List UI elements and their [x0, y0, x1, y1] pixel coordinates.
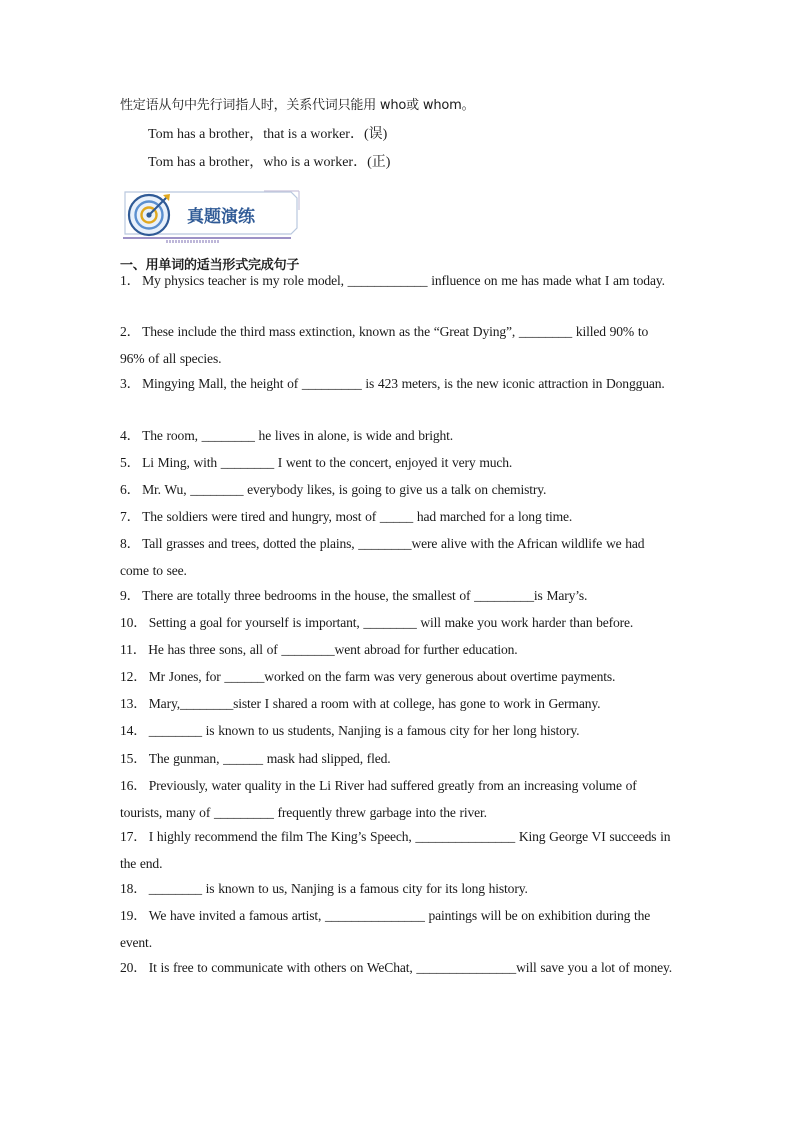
- question-text: My physics teacher is my role model, ____________ influence on me has made what I am today.: [142, 273, 665, 288]
- question-item: [120, 504, 676, 531]
- grammar-rule-text: 性定语从句中先行词指人时，关系代词只能用 who或 whom。: [120, 98, 475, 113]
- question-number: 13．: [120, 696, 147, 711]
- question-item: [120, 531, 676, 584]
- question-text: The gunman, ______ mask had slipped, fled.: [148, 751, 391, 766]
- badge-title: 真题演练: [187, 207, 255, 227]
- question-number: 5．: [120, 455, 141, 470]
- question-item: [120, 664, 676, 691]
- question-number: 3．: [120, 376, 141, 391]
- question-text: We have invited a famous artist, _______________ paintings will be on exhibition during the event.: [120, 908, 651, 950]
- question-number: 15．: [120, 751, 147, 766]
- question-number: 10．: [120, 615, 147, 630]
- question-text: Mingying Mall, the height of _________ is 423 meters, is the new iconic attraction in Dongguan.: [142, 376, 665, 391]
- question-number: 12．: [120, 669, 147, 684]
- question-item: [120, 718, 676, 745]
- question-number: 11．: [120, 642, 147, 657]
- question-text: Mr Jones, for ______worked on the farm was very generous about overtime payments.: [148, 669, 616, 684]
- question-number: 18．: [120, 881, 147, 896]
- question-text: Setting a goal for yourself is important, ________ will make you work harder than before.: [148, 615, 634, 630]
- question-text: It is free to communicate with others on WeChat, _______________will save you a lot of money.: [148, 960, 673, 975]
- question-item: [120, 371, 676, 398]
- question-item: [120, 876, 676, 903]
- question-item: [120, 610, 676, 637]
- question-item: [120, 450, 676, 477]
- wrong-example: Tom has a brother，that is a worker．(误): [148, 127, 388, 142]
- question-number: 14．: [120, 723, 147, 738]
- question-item: [120, 268, 676, 295]
- question-number: 17．: [120, 829, 147, 844]
- question-item: [120, 955, 676, 982]
- question-number: 20．: [120, 960, 147, 975]
- question-text: There are totally three bedrooms in the house, the smallest of _________is Mary’s.: [142, 588, 588, 603]
- question-text: Mr. Wu, ________ everybody likes, is going to give us a talk on chemistry.: [142, 482, 547, 497]
- question-text: Mary,________sister I shared a room with at college, has gone to work in Germany.: [148, 696, 601, 711]
- question-item: [120, 319, 676, 372]
- question-text: Tall grasses and trees, dotted the plains, ________were alive with the African wildlife we had come to see.: [120, 536, 645, 578]
- question-item: [120, 824, 676, 877]
- question-number: 19．: [120, 908, 147, 923]
- question-item: [120, 423, 676, 450]
- question-item: [120, 746, 676, 773]
- question-text: The room, ________ he lives in alone, is wide and bright.: [142, 428, 454, 443]
- question-number: 9．: [120, 588, 141, 603]
- badge-ticks: [167, 240, 218, 243]
- question-number: 1．: [120, 273, 141, 288]
- question-text: ________ is known to us students, Nanjing is a famous city for her long history.: [148, 723, 580, 738]
- question-item: [120, 583, 676, 610]
- section-badge: [119, 188, 301, 244]
- question-item: [120, 691, 676, 718]
- question-item: [120, 477, 676, 504]
- question-item: [120, 773, 676, 826]
- question-text: The soldiers were tired and hungry, most of _____ had marched for a long time.: [142, 509, 573, 524]
- question-text: These include the third mass extinction, known as the “Great Dying”, ________ killed 90% to 96% of all species.: [120, 324, 649, 366]
- question-text: ________ is known to us, Nanjing is a famous city for its long history.: [148, 881, 528, 896]
- question-text: Previously, water quality in the Li River had suffered greatly from an increasing volume of tourists, many of _________ frequently threw garbage into the river.: [120, 778, 637, 820]
- question-text: Li Ming, with ________ I went to the concert, enjoyed it very much.: [142, 455, 513, 470]
- section-heading: 一、用单词的适当形式完成句子: [120, 258, 300, 273]
- question-number: 4．: [120, 428, 141, 443]
- question-number: 7．: [120, 509, 141, 524]
- question-number: 2．: [120, 324, 141, 339]
- question-text: I highly recommend the film The King’s Speech, _______________ King George VI succeeds in the end.: [120, 829, 671, 871]
- question-item: [120, 903, 676, 956]
- target-arrow-icon: [129, 194, 170, 235]
- correct-example: Tom has a brother，who is a worker．(正): [148, 155, 391, 170]
- question-number: 6．: [120, 482, 141, 497]
- question-text: He has three sons, all of ________went abroad for further education.: [148, 642, 518, 657]
- question-number: 8．: [120, 536, 141, 551]
- question-number: 16．: [120, 778, 147, 793]
- question-item: [120, 637, 676, 664]
